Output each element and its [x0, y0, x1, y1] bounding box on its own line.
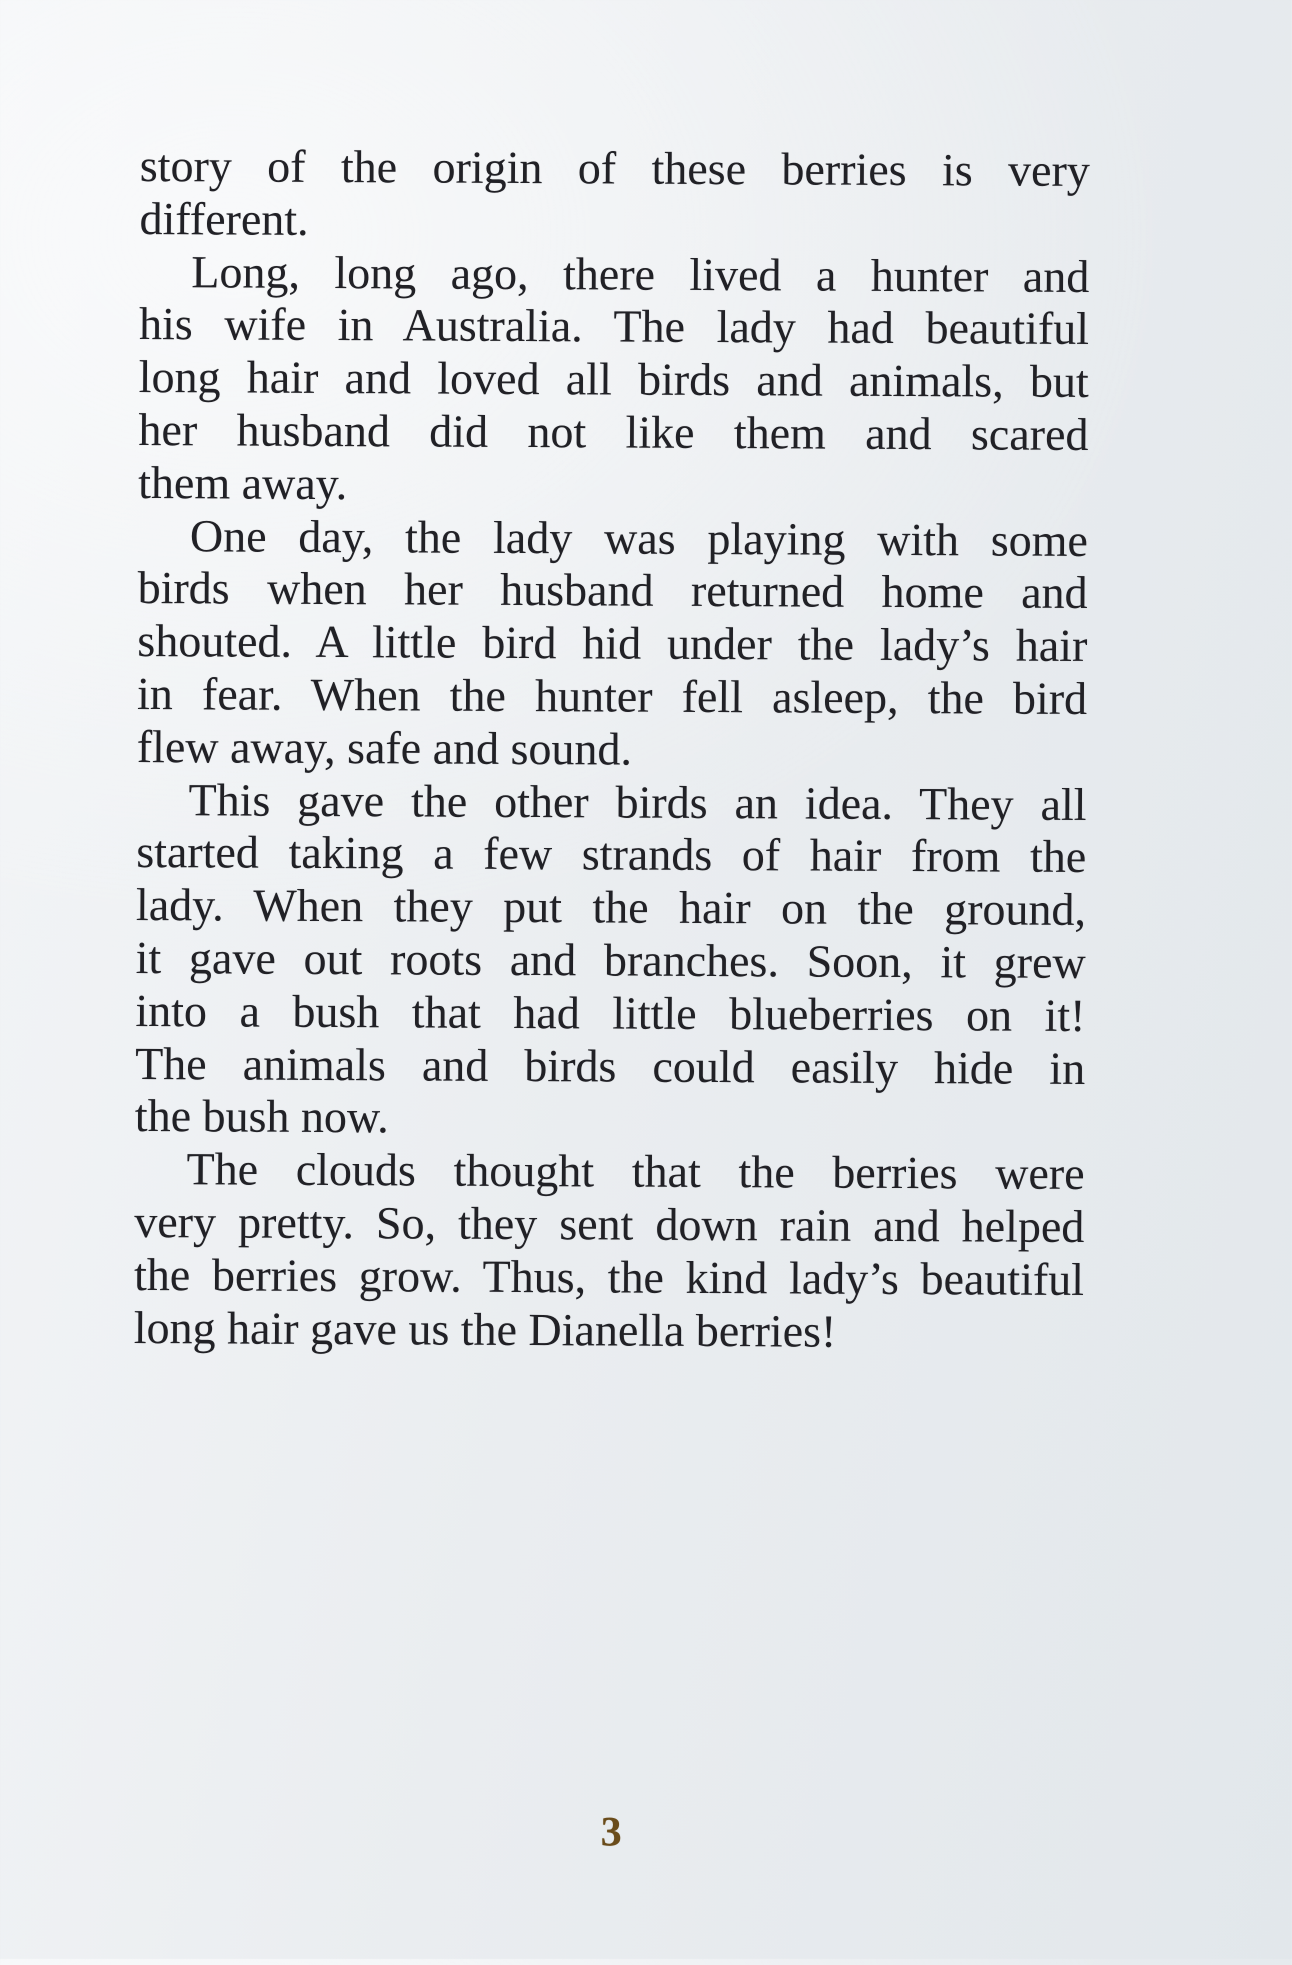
text-line: birds when her husband returned home and [137, 562, 1088, 619]
text-line: into a bush that had little blueberries on it! [135, 984, 1086, 1041]
text-line: flew away, safe and sound. [136, 720, 633, 775]
text-line: them away. [138, 456, 348, 509]
text-line: the bush now. [134, 1090, 389, 1143]
text-line: different. [139, 192, 309, 245]
text-line: it gave out roots and branches. Soon, it grew [135, 931, 1086, 988]
text-line: very pretty. So, they sent down rain and helped [134, 1195, 1085, 1252]
text-line: the berries grow. Thus, the kind lady’s beautiful [133, 1248, 1085, 1305]
page-number: 3 [600, 1809, 622, 1856]
text-line: long hair and loved all birds and animals, but [138, 351, 1089, 408]
text-line: shouted. A little bird hid under the lady’s hair [137, 615, 1088, 672]
text-line: story of the origin of these berries is very [139, 140, 1090, 196]
text-line: lady. When they put the hair on the ground, [135, 879, 1087, 936]
text-line: long hair gave us the Dianella berries! [133, 1301, 837, 1357]
text-line: started taking a few strands of hair from the [136, 826, 1087, 883]
text-line: The clouds thought that the berries were [186, 1143, 1085, 1200]
text-line: her husband did not like them and scared [138, 403, 1089, 460]
text-line: his wife in Australia. The lady had beautiful [138, 298, 1090, 355]
text-line: Long, long ago, there lived a hunter and [191, 245, 1090, 302]
text-line: This gave the other birds an idea. They all [188, 773, 1087, 830]
text-line: One day, the lady was playing with some [189, 509, 1089, 566]
text-line: The animals and birds could easily hide in [135, 1037, 1086, 1094]
text-line: in fear. When the hunter fell asleep, the bird [136, 667, 1088, 724]
story-text [134, 140, 1090, 1359]
